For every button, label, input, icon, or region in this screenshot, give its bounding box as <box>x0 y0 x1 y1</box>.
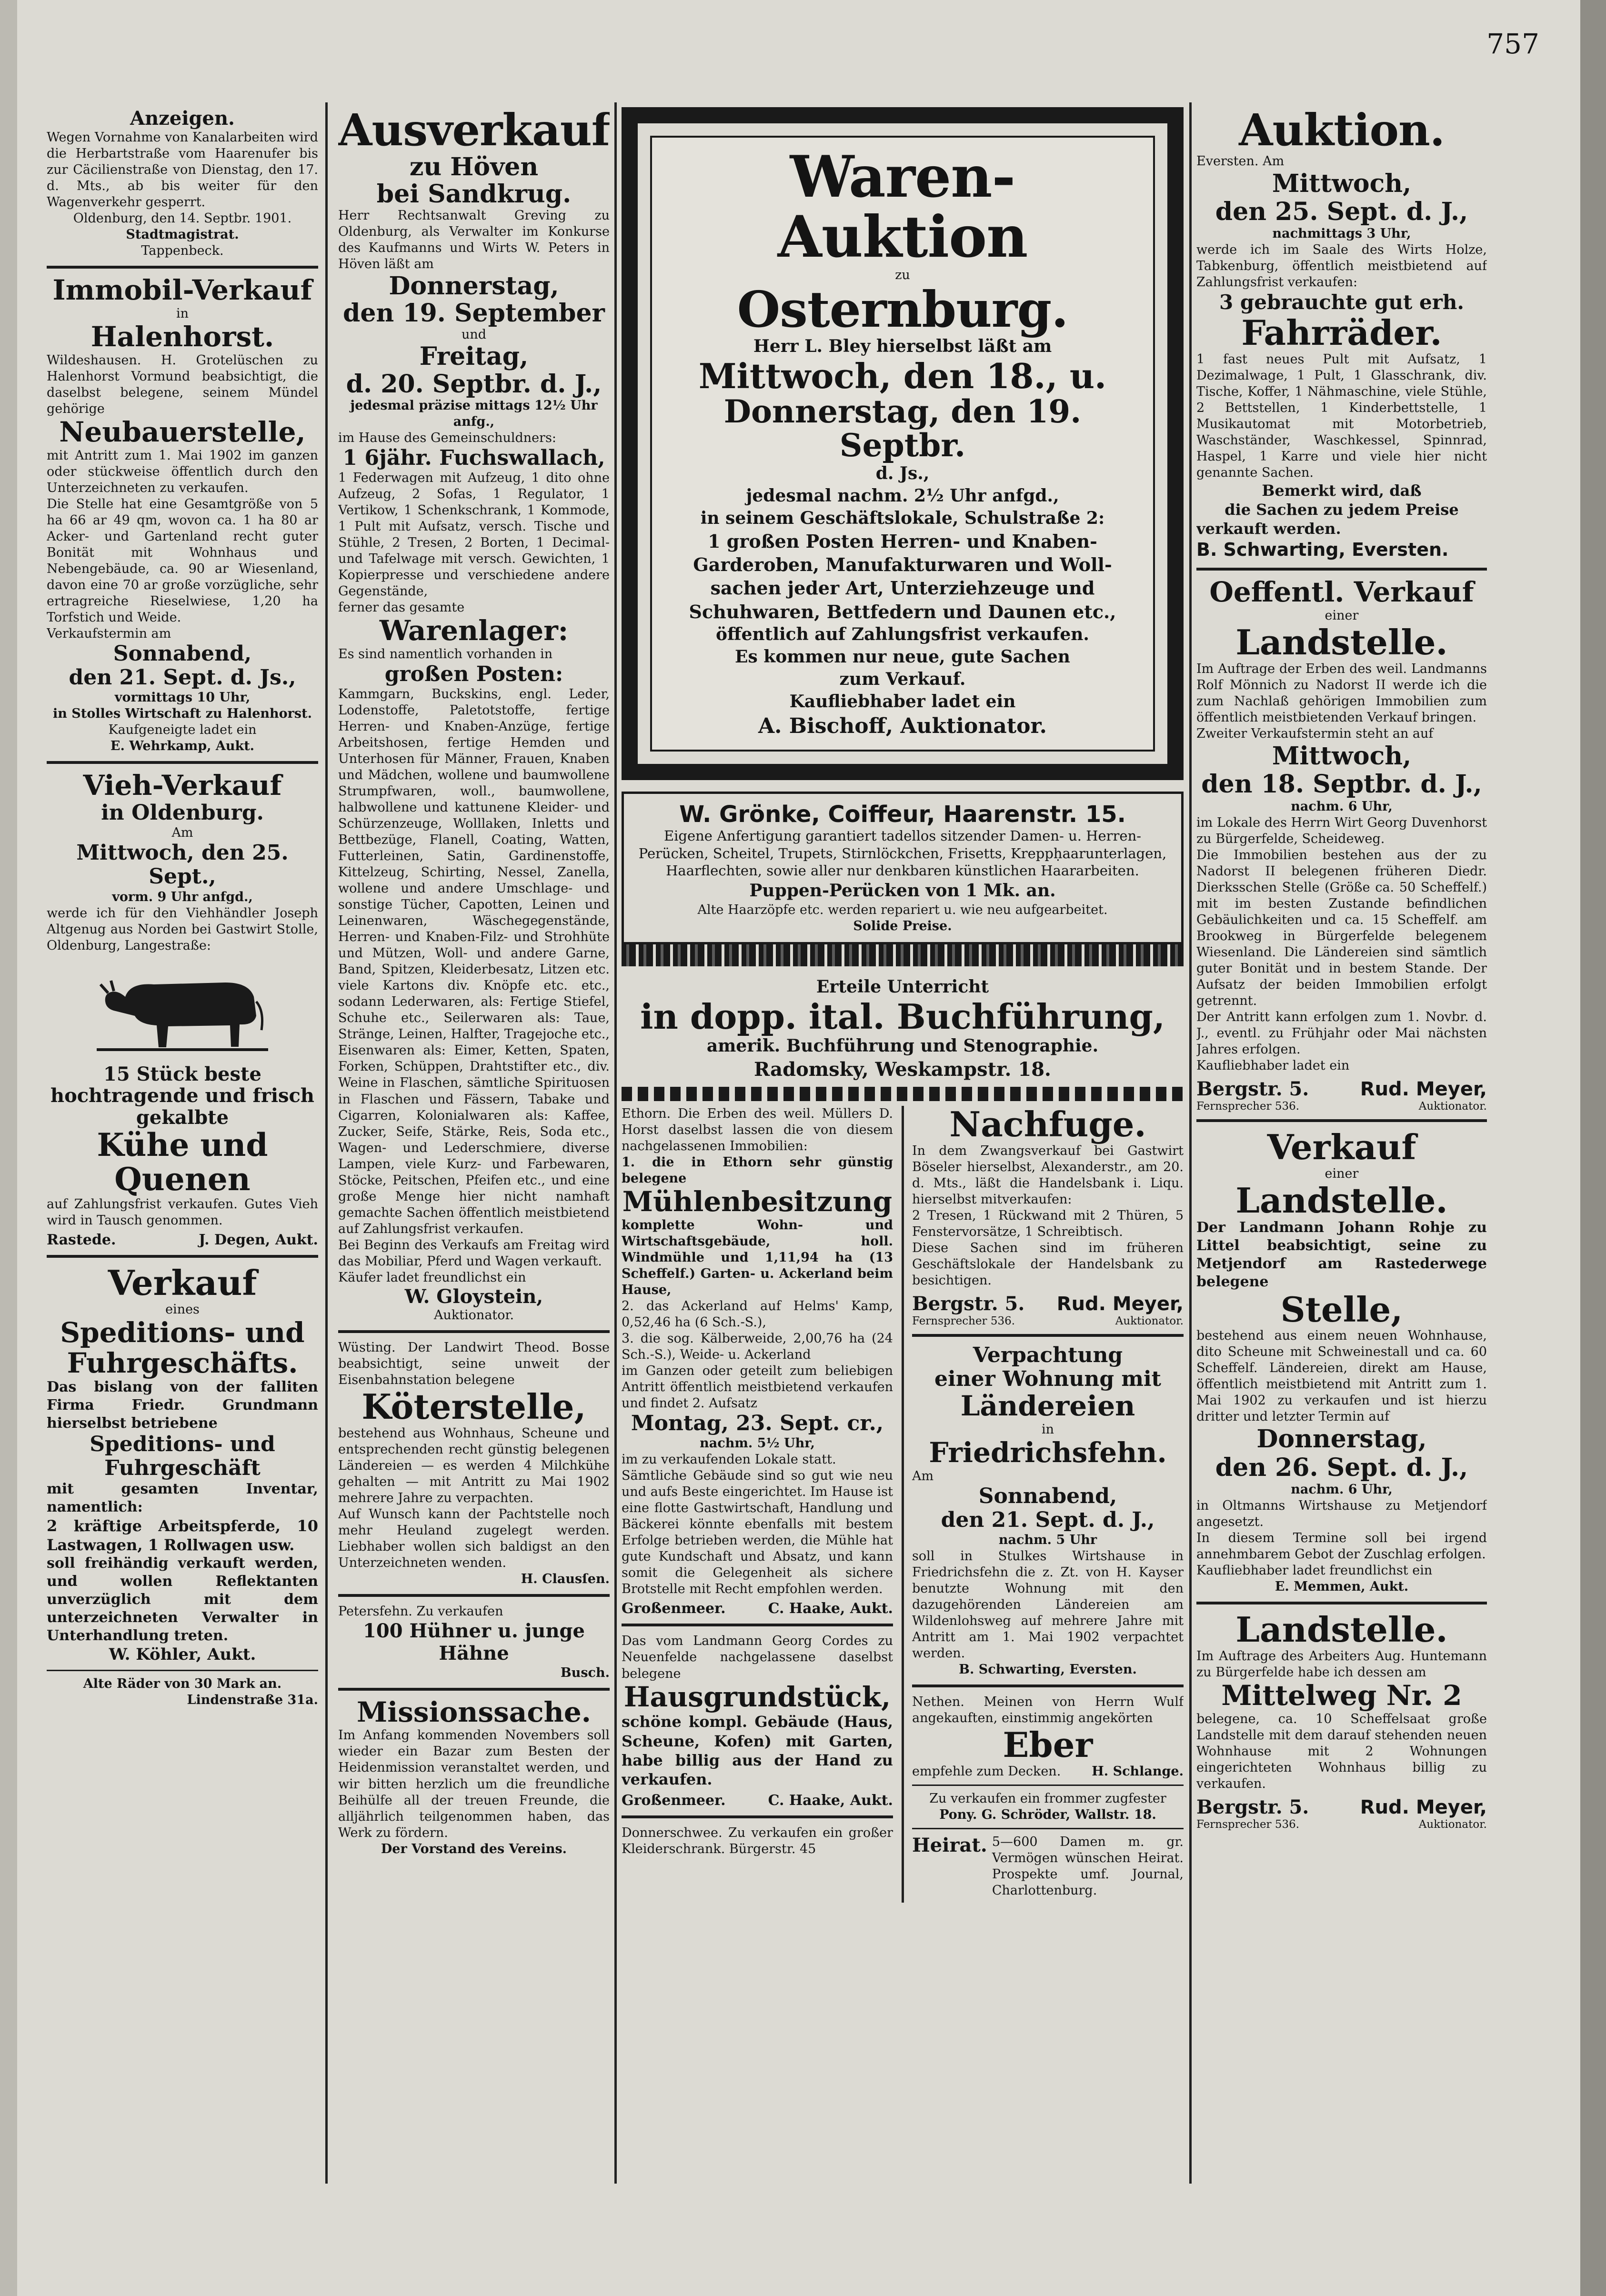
ad-location: in Stolles Wirtschaft zu Halenhorst. <box>53 706 312 722</box>
ad-verkauf-landstelle <box>1196 1126 1487 1595</box>
ad-signature: C. Haake, Aukt. <box>768 1792 893 1809</box>
ad-text: Kaufliebhaber ladet freundlichst ein <box>1196 1563 1433 1578</box>
ad-headline: Speditions- und Fuhrgeschäfts. <box>60 1316 305 1379</box>
divider <box>622 1815 893 1818</box>
ad-text: belegene, ca. 10 Scheffelsaat große Landstelle mit dem darauf stehenden neuen Wohnhause mit 2 Wohnungen eingerichteten Wohnhaus billig zu verkaufen. <box>1196 1711 1487 1791</box>
ad-signature: E. Wehrkamp, Aukt. <box>110 739 255 754</box>
ad-text: Zu verkaufen ein frommer zugfester <box>929 1791 1166 1806</box>
ad-waren-auktion-inner <box>650 136 1155 752</box>
ad-date: Montag, 23. Sept. cr., <box>631 1411 884 1436</box>
ad-signature: W. Gloystein, <box>404 1285 543 1308</box>
scan-edge-right <box>1580 0 1606 2296</box>
ad-day: Donnerstag, <box>389 271 559 301</box>
divider <box>47 761 318 764</box>
ad-oeffentl-verkauf <box>1196 577 1487 1112</box>
ad-text: Ethorn. Die Erben des weil. Müllers D. Horst daselbst lassen die von diesem nachgelassenen Immobilien: <box>622 1106 893 1154</box>
ad-hausgrundstueck <box>622 1633 893 1808</box>
ad-text: sachen jeder Art, Unterziehzeuge und <box>710 577 1095 599</box>
ad-address: Bergstr. 5. <box>912 1292 1025 1315</box>
ad-office: Stadtmagistrat. <box>126 227 239 242</box>
ad-text: Es sind namentlich vorhanden in <box>338 646 553 662</box>
ad-signature: W. Köhler, Aukt. <box>109 1645 256 1664</box>
ad-text: Lindenstraße 31a. <box>187 1693 318 1708</box>
ad-day: Mittwoch, <box>1272 169 1412 198</box>
ad-text: Eversten. Am <box>1196 153 1285 169</box>
scan-edge-left <box>0 0 17 2296</box>
ad-headline: großen Posten: <box>384 662 563 686</box>
ad-date: den 21. Sept. d. Js., <box>69 665 296 690</box>
ad-text: d. Js., <box>875 463 930 484</box>
ad-text: Eigene Anfertigung garantiert tadellos sitzender Damen- u. Herren-Perücken, Scheitel, Trupets, Stirnlöckchen, Frisetts, Kreppḥaarunterlagen, Haarflechten, sowie aller nur denkbaren künstlichen Haararbeiten. <box>638 828 1167 879</box>
column-1 <box>47 107 318 2169</box>
ad-text: ferner das gesamte <box>338 600 465 615</box>
ad-phone: Fernsprecher 536. <box>1196 1100 1300 1113</box>
ad-text: 2 kräftige Arbeitspferde, 10 Lastwagen, 1 Rollwagen usw. <box>47 1516 318 1554</box>
ad-text: Kaufliebhaber ladet ein <box>1196 1058 1350 1073</box>
ad-text: Der Landmann Johann Rohje zu Littel beabsichtigt, seine zu Metjendorf am Rastederwege belegene <box>1196 1219 1487 1290</box>
ad-text: Schuhwaren, Bettfedern und Daunen etc., <box>689 601 1116 622</box>
ad-koeterstelle <box>338 1340 610 1587</box>
ad-text: im zu verkaufenden Lokale statt. <box>622 1452 836 1467</box>
ad-text: im Lokale des Herrn Wirt Georg Duvenhorst zu Bürgerfelde, Scheideweg. <box>1196 815 1487 846</box>
ad-text: verkauft werden. <box>1196 520 1341 538</box>
ad-connector: einer <box>1325 608 1359 623</box>
ad-missionssache <box>338 1697 610 1857</box>
ad-text: Pony. G. Schröder, Wallstr. 18. <box>939 1807 1156 1823</box>
ad-vieh-verkauf <box>47 771 318 1248</box>
decorative-border <box>622 944 1184 966</box>
ad-connector: Am <box>171 825 193 841</box>
divider <box>912 1334 1184 1337</box>
ad-waren-auktion <box>622 107 1184 780</box>
ad-text: auf Zahlungsfrist verkaufen. Gutes Vieh wird in Tausch genommen. <box>47 1197 318 1228</box>
ad-headline: Kühe und Quenen <box>97 1126 268 1198</box>
ad-headline: in dopp. ital. Buchführung, <box>640 996 1165 1037</box>
ad-muehlenbesitzung <box>622 1106 893 1617</box>
ad-text: bestehend aus Wohnhaus, Scheune und entsprechenden recht günstig belegenen Ländereien — es werden 4 Milchkühe gehalten — mit Antritt zu Mai 1902 mehrere Jahre zu verpachten. <box>338 1426 610 1506</box>
ad-text: Das bislang von der falliten Firma Friedr. Grundmann hierselbst betriebene <box>47 1379 318 1432</box>
ad-text: Die Stelle hat eine Gesamtgröße von 5 ha 66 ar 49 qm, wovon ca. 1 ha 80 ar Acker- und Gartenland recht guter Bonität mit Wohnhaus und Nebengebäude, ca. 90 ar Wiesenland, davon eine 70 ar große vorzügliche, sehr ertragreiche Rieselwiese, 1,20 ha Torfstich und Weide. <box>47 496 318 625</box>
divider <box>622 1624 893 1626</box>
ad-place: Osternburg. <box>737 280 1068 339</box>
ad-time: vormittags 10 Uhr, <box>114 690 251 705</box>
divider <box>1196 568 1487 571</box>
ad-title: Vieh-Verkauf <box>83 769 282 802</box>
ad-signature: Rud. Meyer, <box>1056 1293 1184 1315</box>
ad-headline: Köterstelle, <box>361 1386 586 1427</box>
column-rule <box>902 1106 904 1903</box>
ad-place: Großenmeer. <box>622 1600 726 1617</box>
ad-ausverkauf <box>338 107 610 1323</box>
ad-title: Verkauf <box>108 1263 257 1303</box>
ad-headline: 15 Stück beste hochtragende und frisch gekalbte <box>50 1063 314 1129</box>
ad-text: werde ich für den Viehhändler Joseph Altgenug aus Norden bei Gastwirt Stolle, Oldenburg, Langestraße: <box>47 905 318 953</box>
divider <box>1196 1602 1487 1604</box>
ad-text: Bemerkt wird, daß <box>1262 481 1422 500</box>
ad-day: Mittwoch, <box>1272 742 1412 771</box>
ad-anzeigen <box>47 107 318 259</box>
ad-day: Freitag, <box>419 342 529 371</box>
ad-text: Wegen Vornahme von Kanalarbeiten wird die Herbartstraße vom Haarenufer bis zur Cäcilienstraße von Dienstag, den 17. d. Mts., ab bis weiter für den Wagenverkehr gesperrt. <box>47 130 318 210</box>
ad-connector: eines <box>165 1302 200 1317</box>
decorative-border <box>622 1087 1184 1101</box>
ad-phone: Fernsprecher 536. <box>1196 1818 1300 1831</box>
divider <box>47 1255 318 1258</box>
ad-text: Nethen. Meinen von Herrn Wulf angekauften, einstimmig angekörten <box>912 1694 1184 1726</box>
ad-text: öffentlich auf Zahlungsfrist verkaufen. <box>716 624 1089 645</box>
ad-title: Verkauf <box>1267 1126 1416 1167</box>
ad-text: Herr L. Bley hierselbst läßt am <box>753 336 1052 357</box>
ad-text: komplette Wohn- und Wirtschaftsgebäude, holl. Windmühle und 1,11,94 ha (13 Scheffelf.) Garten- u. Ackerland beim Hause, <box>622 1217 893 1298</box>
ad-signature: Rud. Meyer, <box>1360 1078 1487 1100</box>
ad-signature-row <box>1196 1796 1487 1818</box>
ad-huehner <box>338 1604 610 1681</box>
ad-place: Großenmeer. <box>622 1792 726 1809</box>
ad-place: Rastede. <box>47 1232 116 1249</box>
ad-text: Herr Rechtsanwalt Greving zu Oldenburg, als Verwalter im Konkurse des Kaufmanns und Wirts W. Peters in Höven läßt am <box>338 208 610 272</box>
ad-groenke <box>622 792 1184 944</box>
ad-time: nachm. 6 Uhr, <box>1291 1482 1393 1497</box>
ad-title: Verpachtung <box>973 1343 1123 1367</box>
ad-signature: Busch. <box>560 1665 610 1680</box>
ad-signature: A. Bischoff, Auktionator. <box>758 714 1047 739</box>
ad-text: Alte Räder von 30 Mark an. <box>83 1676 282 1692</box>
ad-signature: C. Haake, Aukt. <box>768 1600 893 1617</box>
ad-date: den 25. Sept. d. J., <box>1215 197 1468 226</box>
ad-headline: Missionssache. <box>357 1695 591 1728</box>
ad-date: den 18. Septbr. d. J., <box>1201 770 1482 799</box>
col3-lower-right <box>912 1106 1184 1903</box>
ad-note: Kaufgeneigte ladet ein <box>108 722 257 738</box>
ad-text: Petersfehn. Zu verkaufen <box>338 1604 503 1619</box>
ad-signature: Tappenbeck. <box>141 243 224 259</box>
ad-text: mit gesamten Inventar, namentlich: <box>47 1481 318 1515</box>
ad-signature: H. Clausſen. <box>521 1572 610 1587</box>
col3-lower <box>622 1106 1184 1903</box>
ad-text: Diese Sachen sind im früheren Geschäftslokale der Handelsbank zu besichtigen. <box>912 1240 1184 1288</box>
ad-text: soll in Stulkes Wirtshause in Friedrichsfehn die z. Zt. von H. Kayser benutzte Wohnung mit den dazugehörenden Ländereien am Wildenlohsweg auf mehrere Jahre mit Antritt am 1. Mai 1902 verpachtet werden. <box>912 1549 1184 1661</box>
ad-subtitle: zu Höven <box>409 152 539 181</box>
ad-date: d. 20. Septbr. d. J., <box>346 369 602 399</box>
ad-text: die Sachen zu jedem Preise <box>1225 500 1459 519</box>
ad-time: vorm. 9 Uhr anfgd., <box>112 889 253 904</box>
ad-text: schöne kompl. Gebäude (Haus, Scheune, Kofen) mit Garten, habe billig aus der Hand zu verkaufen. <box>622 1713 893 1789</box>
ad-headline: 100 Hühner u. junge Hähne <box>363 1620 585 1665</box>
ad-signature-role: Auktionator. <box>433 1308 514 1323</box>
ad-text: Die Immobilien bestehen aus der zu Nadorst II belegenen früheren Diedr. Dierksschen Stelle (Größe ca. 50 Scheffelf.) mit im besten Zustande befindlichen Gebäulichkeiten und ca. 15 Scheffelf. am Brookweg in Bürgerfelde belegenem Wiesenland. Die Ländereien sind sämtlich guter Bonität und in bestem Stande. Der Aufsatz der beiden Immobilien erfolgt getrennt. <box>1196 847 1487 1008</box>
ad-address: Bergstr. 5. <box>1196 1795 1309 1818</box>
ad-text: 1 großen Posten Herren- und Knaben- <box>708 530 1097 552</box>
ad-signature-sub-row <box>1196 1100 1487 1113</box>
ox-illustration <box>97 963 268 1054</box>
ad-text: Es kommen nur neue, gute Sachen <box>735 647 1070 667</box>
ad-text: Alte Haarzöpfe etc. werden repariert u. wie neu aufgearbeitet. <box>697 902 1108 917</box>
divider <box>912 1684 1184 1687</box>
ad-title: Ausverkauf <box>338 107 610 156</box>
column-2 <box>338 107 610 2169</box>
ad-nachfuge <box>912 1106 1184 1327</box>
divider <box>338 1688 610 1691</box>
ad-phone: Fernsprecher 536. <box>912 1314 1015 1327</box>
ad-text: Bei Beginn des Verkaufs am Freitag wird das Mobiliar, Pferd und Wagen verkauft. <box>338 1237 610 1269</box>
divider <box>47 266 318 269</box>
ad-day: Donnerstag, <box>1256 1424 1427 1454</box>
ad-kleiderschrank <box>622 1825 893 1857</box>
ad-connector: Am <box>912 1468 934 1484</box>
divider <box>338 1594 610 1597</box>
ad-title: Anzeigen. <box>130 107 235 130</box>
ad-headline: Heirat. <box>912 1834 987 1857</box>
ad-headline: Speditions- und Fuhrgeschäft <box>90 1432 275 1480</box>
ad-time: nachm. 5 Uhr <box>998 1533 1097 1548</box>
ad-text: amerik. Buchführung und Stenographie. <box>706 1036 1099 1056</box>
ad-time: nachm. 5½ Uhr, <box>700 1436 815 1451</box>
ad-title: Landstelle. <box>1235 1609 1448 1650</box>
ad-headline: Landstelle. <box>1235 1180 1448 1221</box>
ad-text: Der Antritt kann erfolgen zum 1. Novbr. d. J., eventl. zu Frühjahr oder Mai nächsten Jahres erfolgen. <box>1196 1009 1487 1057</box>
ad-connector: in <box>1041 1422 1054 1437</box>
ad-day: Sonnabend, <box>978 1484 1117 1508</box>
ad-signature-row <box>912 1293 1184 1315</box>
ad-signature: E. Memmen, Aukt. <box>1275 1579 1409 1594</box>
ad-subtitle: bei Sandkrug. <box>376 179 572 209</box>
ad-time: nachm. 6 Uhr, <box>1291 799 1393 814</box>
ad-headline: Hausgrundstück, <box>623 1680 891 1713</box>
ad-buchfuehrung <box>622 976 1184 1082</box>
ad-text: Wüsting. Der Landwirt Theod. Bosse beabsichtigt, seine unweit der Eisenbahnstation belegene <box>338 1340 610 1388</box>
ad-headline: Landstelle. <box>1235 622 1448 663</box>
ad-pony <box>912 1791 1184 1823</box>
ad-title: Ländereien <box>960 1390 1135 1423</box>
ad-signature: Radomsky, Weskampstr. 18. <box>754 1058 1051 1081</box>
ad-title: Nachfuge. <box>949 1104 1146 1145</box>
ad-text: Im Anfang kommenden Novembers soll wieder ein Bazar zum Besten der Heidenmission veranstaltet werden, und wir bitten herzlich um die freundliche Beihülfe all der treuen Freunde, die alljährlich teilgenommen haben, das Werk zu fördern. <box>338 1728 610 1840</box>
ad-text: Donnerschwee. Zu verkaufen ein großer Kleiderschrank. Bürgerstr. 45 <box>622 1825 893 1856</box>
ad-speditions-verkauf <box>47 1264 318 1665</box>
ad-date: den 19. September <box>343 299 605 328</box>
ad-signature-sub-row <box>912 1315 1184 1327</box>
ad-verpachtung <box>912 1344 1184 1678</box>
column-rule <box>614 102 617 2184</box>
ad-text: Erteile Unterricht <box>816 976 989 997</box>
ad-title: Immobil-Verkauf <box>52 274 312 307</box>
ad-heirat <box>912 1834 1184 1899</box>
ad-text: Im Auftrage der Erben des weil. Landmanns Rolf Mönnich zu Nadorst II werde ich die zum Nachlaß gehörigen Immobilien zum öffentlich meistbietenden Verkauf bringen. <box>1196 662 1487 725</box>
ad-text: Puppen-Perücken von 1 Mk. an. <box>749 880 1056 901</box>
ad-text: Das vom Landmann Georg Cordes zu Neuenfelde nachgelassene daselbst belegene <box>622 1634 893 1681</box>
ad-signature: Der Vorstand des Vereins. <box>381 1841 567 1856</box>
ad-text: 3. die sog. Kälberweide, 2,00,76 ha (24 Sch.-S.), Weide- u. Ackerland <box>622 1331 893 1363</box>
ad-date: den 26. Sept. d. J., <box>1215 1453 1468 1482</box>
ad-text: 5—600 Damen m. gr. Vermögen wünschen Heirat. Prospekte umf. Journal, Charlottenburg. <box>992 1835 1184 1898</box>
ad-title: Auktion. <box>1239 107 1445 156</box>
ad-landstelle-huntemann <box>1196 1611 1487 1831</box>
ad-time: jedesmal nachm. 2½ Uhr anfgd., <box>746 486 1059 506</box>
ad-text: Wildeshausen. H. Grotelüschen zu Halenhorst Vormund beabsichtigt, die daselbst belegene, seinem Mündel gehörige <box>47 352 318 416</box>
ad-connector: und <box>461 327 487 342</box>
ad-text: Zweiter Verkaufstermin steht an auf <box>1196 726 1434 742</box>
ad-place: in Oldenburg. <box>101 801 264 825</box>
divider <box>912 1785 1184 1786</box>
col3-lower-left <box>622 1106 893 1903</box>
ad-headline: Warenlager: <box>379 614 569 647</box>
ad-text: Verkaufstermin am <box>47 626 171 641</box>
ad-time: jedesmal präzise mittags 12½ Uhr anfg., <box>350 398 598 429</box>
column-rule <box>1189 102 1192 2184</box>
ad-immobil-verkauf <box>47 275 318 754</box>
column-rule <box>325 102 328 2184</box>
divider <box>47 1670 318 1671</box>
ad-day: Sonnabend, <box>113 641 252 666</box>
ad-text: zum Verkauf. <box>839 669 966 689</box>
ad-connector: zu <box>895 268 910 282</box>
ad-headline: 1 6jähr. Fuchswallach, <box>342 445 605 470</box>
ad-signature-sub-row <box>1196 1818 1487 1831</box>
page-number: 757 <box>1486 28 1539 60</box>
divider <box>338 1330 610 1333</box>
ad-text: Käufer ladet freundlichst ein <box>338 1270 526 1285</box>
ad-text: 2. das Ackerland auf Helms' Kamp, 0,52,46 ha (6 Sch.-S.), <box>622 1299 893 1330</box>
ad-signature: B. Schwarting, Eversten. <box>1196 539 1449 560</box>
ad-signature-row <box>1196 1078 1487 1100</box>
ad-text: Kammgarn, Buckskins, engl. Leder, Lodenstoffe, Paletotstoffe, fertige Herren- und Knaben-Anzüge, fertige Arbeitshosen, fertige Hemden und Unterhosen für Männer, Frauen, Knaben und Mädchen, wollene und baumwollene Strumpfwaren, woll., baumwollene, halbwollene und kattunene Kleider- und Schürzenzeuge, Wolllaken, Inletts und Bettbezüge, Flanell, Coating, Watten, Futterleinen, Satin, Gardinenstoffe, Kittelzeug, Schirting, Nessel, Zanella, wollene und andere Umschlage- und sonstige Tücher, Capotten, Leinen und Leinenwaren, Wäschegegenstände, Herren- und Knaben-Filz- und Strohhüte und Mützen, Woll- und andere Garne, Band, Spitzen, Kleiderbesatz, Litzen etc. viele Kartons div. Knöpfe etc. etc., sodann Lederwaren, als: Fertige Stiefel, Schuhe etc., Seilerwaren als: Taue, Stränge, Leinen, Halfter, Tragejoche etc., Eisenwaren als: Eimer, Ketten, Spaten, Forken, Schüppen, Drahtstifter etc., div. Weine in Flaschen, sämtliche Spirituosen in Flaschen und Fässern, Tabake und Cigarren, Kolonialwaren als: Kaffee, Zucker, Seife, Stärke, Reis, Soda etc., Wagen- und Lederschmiere, diverse Lampen, viele Kurz- und Farbewaren, Stöcke, Peitschen, Pfeifen etc., und eine große Menge hier nicht namhaft gemachte Sachen öffentlich meistbietend auf Zahlungsfrist verkaufen. <box>338 687 610 1236</box>
ad-auktion-eversten <box>1196 107 1487 561</box>
ad-place: Friedrichsfehn. <box>929 1436 1167 1469</box>
ad-headline: 3 gebrauchte gut erh. <box>1219 291 1464 314</box>
ad-text: Kaufliebhaber ladet ein <box>789 691 1016 712</box>
ad-signature-role: Auktionator. <box>1418 1100 1487 1113</box>
ad-date: Mittwoch, den 25. Sept., <box>76 841 289 889</box>
ad-text: empfehle zum Decken. <box>912 1764 1061 1779</box>
ad-headline: Mittelweg Nr. 2 <box>1221 1679 1462 1712</box>
ad-text: In diesem Termine soll bei irgend annehmbarem Gebot der Zuschlag erfolgen. <box>1196 1531 1487 1562</box>
ad-signature: B. Schwarting, Eversten. <box>959 1662 1137 1677</box>
ad-eber <box>912 1694 1184 1780</box>
ad-alte-raeder <box>47 1676 318 1708</box>
ad-text: 1 Federwagen mit Aufzeug, 1 dito ohne Aufzeug, 2 Sofas, 1 Regulator, 1 Vertikow, 1 Schenkschrank, 1 Kommode, 1 Pult mit Aufsatz, versch. Tische und Stühle, 2 Tresen, 2 Borten, 1 Decimal- und Tafelwage mit versch. Gewichten, 1 Kopierpresse und verschiedene andere Gegenstände, <box>338 471 610 599</box>
ad-signature: H. Schlange. <box>1092 1764 1184 1779</box>
ad-text: Auf Wunsch kann der Pachtstelle noch mehr Heuland zugelegt werden. Liebhaber wollen sich baldigst an den Unterzeichneten wenden. <box>338 1507 610 1571</box>
ad-headline: Mühlenbesitzung <box>622 1185 893 1218</box>
ad-text: 1. die in Ethorn sehr günstig belegene <box>622 1155 893 1186</box>
ad-text: mit Antritt zum 1. Mai 1902 im ganzen oder stückweise öffentlich durch den Unterzeichneten zu verkaufen. <box>47 448 318 495</box>
ad-signature-role: Auktionator. <box>1418 1818 1487 1831</box>
ad-time: nachmittags 3 Uhr, <box>1272 226 1411 241</box>
ad-date: Oldenburg, den 14. Septbr. 1901. <box>73 211 292 226</box>
ad-signature: Rud. Meyer, <box>1360 1796 1487 1818</box>
ad-connector: in <box>176 306 189 321</box>
ad-text: 2 Tresen, 1 Rückwand mit 2 Thüren, 5 Fenstervorsätze, 1 Schreibtisch. <box>912 1208 1184 1239</box>
divider <box>1196 1119 1487 1122</box>
ad-signature-row <box>912 1764 1184 1780</box>
ad-signature-row <box>622 1600 893 1617</box>
ad-headline: Neubauerstelle, <box>59 415 306 448</box>
ad-text: 1 fast neues Pult mit Aufsatz, 1 Dezimalwage, 1 Pult, 1 Glasschrank, div. Tische, Koffer, 1 Nähmaschine, viele Stühle, 2 Bettstellen, 1 Kinderbettstelle, 1 Musikautomat mit Motorbetrieb, Waschständer, Waschkessel, Spinnrad, Haspel, 1 Karre und viele hier nicht genannte Sachen. <box>1196 351 1487 480</box>
ad-date: Mittwoch, den 18., u. <box>698 356 1107 396</box>
ad-signature-row <box>47 1232 318 1248</box>
ad-text: Im Auftrage des Arbeiters Aug. Huntemann zu Bürgerfelde habe ich dessen am <box>1196 1648 1487 1680</box>
ad-text: Sämtliche Gebäude sind so gut wie neu und aufs Beste eingerichtet. Im Hause ist eine flotte Gastwirtschaft, Handlung und Bäckerei könnte ebenfalls mit bestem Erfolge betrieben werden, die Mühle hat gute Kundschaft und Absatz, und kann somit die Gelegenheit als sichere Brotstelle mit Recht empfohlen werden. <box>622 1468 893 1597</box>
ad-connector: einer <box>1325 1166 1359 1181</box>
ad-date: Donnerstag, den 19. Septbr. <box>723 392 1082 464</box>
ad-text: werde ich im Saale des Wirts Holze, Tabkenburg, öffentlich meistbietend auf Zahlungsfrist verkaufen: <box>1196 242 1487 290</box>
ad-signature: J. Degen, Aukt. <box>199 1232 318 1249</box>
ad-text: in Oltmanns Wirtshause zu Metjendorf angesetzt. <box>1196 1498 1487 1529</box>
ad-text: In dem Zwangsverkauf bei Gastwirt Böseler hierselbst, Alexanderstr., am 20. d. Mts., läßt die Handelsbank i. Liqu. hierselbst mitverkaufen: <box>912 1143 1184 1207</box>
ad-text: im Ganzen oder geteilt zum beliebigen Antritt öffentlich meistbietend verkaufen und findet 2. Aufsatz <box>622 1364 893 1411</box>
ad-title: Waren-Auktion <box>777 143 1028 271</box>
ad-title: Oeffentl. Verkauf <box>1209 576 1474 609</box>
ad-text: Solide Preise. <box>853 918 952 933</box>
divider <box>912 1828 1184 1829</box>
ad-place: Halenhorst. <box>90 321 274 353</box>
ad-text: bestehend aus einem neuen Wohnhause, dito Scheune mit Schweinestall und ca. 60 Scheffelf. Ländereien, direkt am Hause, öffentlich meistbietend mit Antritt zum 1. Mai 1902 zu verkaufen und ist hierzu dritter und letzter Termin auf <box>1196 1328 1487 1424</box>
ad-title: einer Wohnung mit <box>934 1367 1161 1392</box>
ad-headline: Eber <box>1003 1725 1093 1765</box>
ad-text: soll freihändig verkauft werden, und wollen Reflektanten unverzüglich mit dem unterzeichneten Verwalter in Unterhandlung treten. <box>47 1555 318 1644</box>
ad-signature-role: Auktionator. <box>1115 1314 1184 1327</box>
ad-headline: Stelle, <box>1280 1289 1403 1330</box>
ad-title: W. Grönke, Coiffeur, Haarenstr. 15. <box>679 801 1126 828</box>
ad-signature-row <box>622 1792 893 1809</box>
ad-location: in seinem Geschäftslokale, Schulstraße 2: <box>700 508 1105 528</box>
ad-headline: Fahrräder. <box>1241 312 1442 353</box>
ad-address: Bergstr. 5. <box>1196 1077 1309 1100</box>
ad-text: Garderoben, Manufakturwaren und Woll- <box>693 554 1112 576</box>
column-3 <box>622 107 1184 2169</box>
ad-date: den 21. Sept. d. J., <box>941 1508 1155 1533</box>
ad-text: im Hause des Gemeinschuldners: <box>338 430 557 445</box>
column-4 <box>1196 107 1487 2169</box>
